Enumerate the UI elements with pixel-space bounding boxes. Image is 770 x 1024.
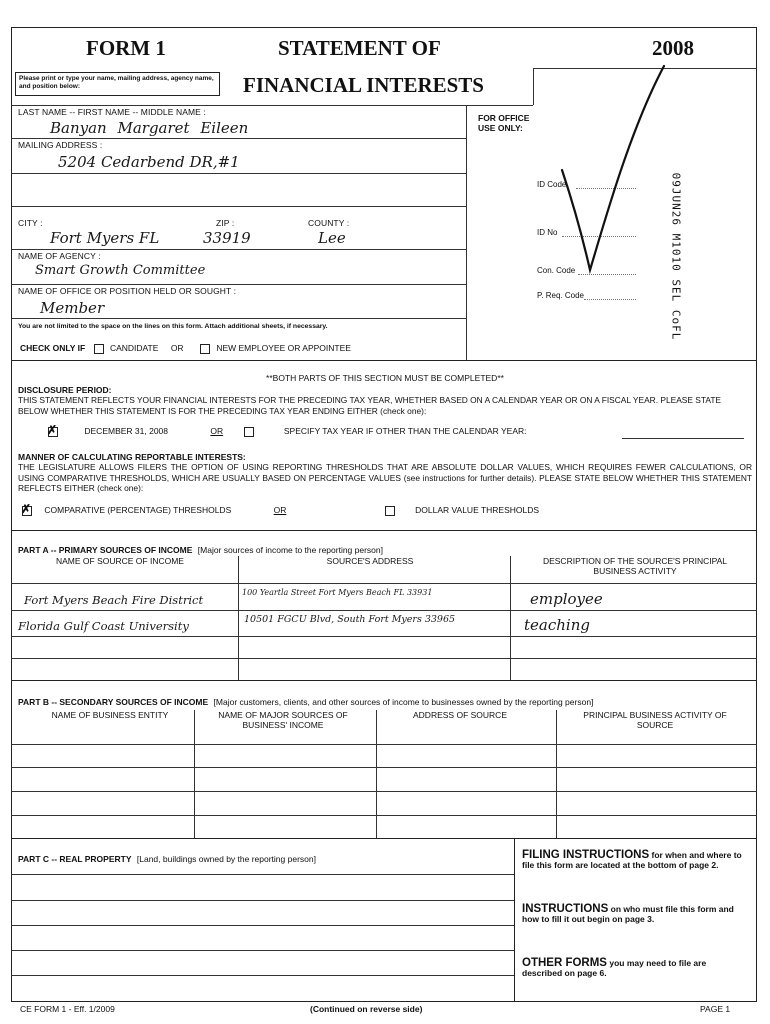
name-value[interactable]: Banyan Margaret Eileen	[50, 119, 249, 137]
con-code-label: Con. Code	[537, 266, 576, 275]
part-b-row-line-1	[11, 744, 757, 745]
part-b-heading: PART B -- SECONDARY SOURCES OF INCOME	[18, 697, 209, 707]
part-b-col-activity: PRINCIPAL BUSINESS ACTIVITY OF SOURCE	[583, 710, 727, 730]
dollar-checkbox[interactable]	[385, 506, 395, 516]
specify-checkbox[interactable]	[244, 427, 254, 437]
name-line	[11, 138, 466, 139]
part-a-heading-row	[18, 545, 383, 555]
print-note: Please print or type your name, mailing address, agency name, and position below:	[15, 72, 220, 96]
part-b-col-sources: NAME OF MAJOR SOURCES OF BUSINESS' INCOME	[218, 710, 348, 730]
mailing-value[interactable]: 5204 Cedarbend DR,#1	[58, 153, 240, 171]
part-b-col-address: ADDRESS OF SOURCE	[413, 710, 507, 720]
county-label: COUNTY :	[308, 218, 350, 228]
part-a-note: [Major sources of income to the reporting person]	[197, 545, 383, 555]
part-c-line-4	[11, 950, 514, 951]
id-block-right-edge	[466, 105, 467, 360]
form-title-line2: FINANCIAL INTERESTS	[243, 73, 484, 97]
dec31-row	[47, 422, 527, 437]
check-or: OR	[170, 343, 184, 353]
part-a-row2-address[interactable]: 10501 FGCU Blvd, South Fort Myers 33965	[244, 614, 456, 625]
specify-year-line	[622, 438, 744, 439]
zip-label: ZIP :	[216, 218, 235, 228]
specify-label: SPECIFY TAX YEAR IF OTHER THAN THE CALENDAR YEAR:	[283, 426, 527, 436]
part-b-col-divider-1	[194, 710, 195, 838]
part-b-note: [Major customers, clients, and other sources of income to businesses owned by the reporting person]	[213, 697, 594, 707]
thresholds-row	[21, 501, 540, 516]
footer-continued: (Continued on reverse side)	[310, 1004, 423, 1014]
form-number: FORM 1	[86, 36, 166, 60]
candidate-label: CANDIDATE	[109, 343, 159, 353]
part-c-line-3	[11, 925, 514, 926]
comparative-check-mark: ✗	[21, 501, 32, 516]
check-only-if	[20, 343, 351, 354]
period-text: THIS STATEMENT REFLECTS YOUR FINANCIAL INTERESTS FOR THE PRECEDING TAX YEAR, WHETHER BASED ON A CALENDAR YEAR OR ON A FISCAL YEAR. PLEASE STATE BELOW WHETHER THIS STATEMENT IS FOR THE PRECEDING TAX YEAR ENDING EITHER (check one):	[18, 395, 722, 416]
instructions-block	[522, 904, 748, 924]
part-a-row2-activity[interactable]: teaching	[524, 616, 590, 634]
part-b-heading-row	[18, 697, 593, 707]
space-note: You are not limited to the space on the lines on this form. Attach additional sheets, if necessary.	[18, 323, 328, 330]
mailing-label: MAILING ADDRESS :	[18, 140, 103, 150]
part-c-line-2	[11, 900, 514, 901]
part-c-instructions-divider	[514, 838, 515, 1002]
part-a-col-activity: DESCRIPTION OF THE SOURCE'S PRINCIPAL BUSINESS ACTIVITY	[542, 556, 728, 576]
manner-text: THE LEGISLATURE ALLOWS FILERS THE OPTION OF USING REPORTING THRESHOLDS THAT ARE ABSOLUTE DOLLAR VALUES, WHICH REQUIRES FEWER CALCULATIONS, OR USING COMPARATIVE THRESHOLDS, WHICH ARE USUALLY BASED ON PERCENTAGE VALUES (see instructions for further details). PLEASE STATE BELOW WHETHER THIS STATEMENT REFLECTS EITHER (check one):	[18, 462, 752, 493]
dec31-checkbox[interactable]	[47, 422, 58, 437]
dec31-check-mark: ✗	[47, 422, 58, 437]
p-req-code-label: P. Req. Code	[537, 291, 584, 300]
form-year: 2008	[652, 36, 694, 60]
name-label: LAST NAME -- FIRST NAME -- MIDDLE NAME :	[18, 107, 206, 117]
part-b-row-line-4	[11, 815, 757, 816]
part-c-heading-row	[18, 854, 316, 864]
city-line	[11, 249, 466, 250]
footer-form-id: CE FORM 1 - Eff. 1/2009	[20, 1004, 115, 1014]
header-notch	[533, 68, 534, 105]
footer-page: PAGE 1	[700, 1004, 731, 1014]
p-req-code-line	[584, 299, 636, 300]
part-a-col-name: NAME OF SOURCE OF INCOME	[56, 556, 184, 566]
part-a-row1-activity[interactable]: employee	[530, 590, 603, 608]
instructions-text: on who must file this form and how to fill it out begin on page 3.	[522, 904, 734, 924]
city-label: CITY :	[18, 218, 43, 228]
agency-value[interactable]: Smart Growth Committee	[35, 263, 206, 278]
part-a-col-divider-1	[238, 556, 239, 680]
part-a-row1-name[interactable]: Fort Myers Beach Fire District	[24, 593, 204, 607]
filing-text: for when and where to file this form are located at the bottom of page 2.	[522, 850, 742, 870]
part-a-top-rule	[11, 530, 757, 531]
office-line	[11, 318, 466, 319]
zip-value[interactable]: 33919	[203, 229, 251, 247]
disclosure-top-rule	[11, 360, 757, 361]
mailing-line-2	[11, 206, 466, 207]
part-a-col-divider-2	[510, 556, 511, 680]
id-no-label: ID No	[537, 228, 558, 237]
office-use-label: FOR OFFICE USE ONLY:	[478, 113, 530, 133]
part-b-col-divider-2	[376, 710, 377, 838]
part-a-row-line-4	[11, 658, 757, 659]
part-b-col-entity: NAME OF BUSINESS ENTITY	[51, 710, 169, 720]
office-label: NAME OF OFFICE OR POSITION HELD OR SOUGHT :	[18, 286, 237, 296]
dollar-label: DOLLAR VALUE THRESHOLDS	[415, 505, 540, 515]
instructions-title: INSTRUCTIONS	[522, 903, 609, 915]
other-forms-block	[522, 958, 748, 978]
thresholds-or: OR	[273, 505, 287, 515]
candidate-checkbox[interactable]	[94, 344, 104, 354]
header-divider-left	[11, 105, 533, 106]
mailing-line	[11, 173, 466, 174]
comparative-checkbox[interactable]	[21, 501, 32, 516]
check-only-if-label: CHECK ONLY IF	[20, 343, 86, 353]
other-forms-title: OTHER FORMS	[522, 957, 607, 969]
part-c-top-rule	[11, 838, 757, 839]
part-b-row-line-3	[11, 791, 757, 792]
part-a-row-line-1	[11, 583, 757, 584]
new-employee-checkbox[interactable]	[200, 344, 210, 354]
office-value[interactable]: Member	[40, 299, 105, 317]
period-or: OR	[210, 426, 224, 436]
part-c-line-1	[11, 874, 514, 875]
received-stamp: 09JUN26 M1010 SEL CoFL	[669, 172, 683, 341]
id-code-label: ID Code	[537, 180, 567, 189]
agency-line	[11, 284, 466, 285]
new-employee-label: NEW EMPLOYEE OR APPOINTEE	[216, 343, 351, 353]
city-value[interactable]: Fort Myers FL	[50, 229, 160, 247]
form-title-line1: STATEMENT OF	[278, 36, 441, 60]
part-a-heading: PART A -- PRIMARY SOURCES OF INCOME	[18, 545, 193, 555]
other-forms-text: you may need to file are described on page 6.	[522, 958, 707, 978]
part-a-col-address: SOURCE'S ADDRESS	[326, 556, 414, 566]
part-b-row-line-2	[11, 767, 757, 768]
part-a-row-line-2	[11, 610, 757, 611]
part-b-top-rule	[11, 680, 757, 681]
disclosure-banner: **BOTH PARTS OF THIS SECTION MUST BE COMPLETED**	[266, 373, 504, 383]
part-a-row-line-3	[11, 636, 757, 637]
part-b-col-divider-3	[556, 710, 557, 838]
part-c-line-5	[11, 975, 514, 976]
part-c-note: [Land, buildings owned by the reporting person]	[136, 854, 316, 864]
filing-title: FILING INSTRUCTIONS	[522, 849, 650, 861]
part-a-row2-name[interactable]: Florida Gulf Coast University	[18, 619, 189, 633]
filing-instructions	[522, 850, 748, 870]
part-c-heading: PART C -- REAL PROPERTY	[18, 854, 132, 864]
period-heading: DISCLOSURE PERIOD:	[18, 385, 112, 395]
agency-label: NAME OF AGENCY :	[18, 251, 101, 261]
office-checkmark	[560, 60, 670, 285]
comparative-label: COMPARATIVE (PERCENTAGE) THRESHOLDS	[44, 505, 232, 515]
county-value[interactable]: Lee	[318, 229, 346, 247]
part-a-row1-address[interactable]: 100 Yeartla Street Fort Myers Beach FL 33931	[242, 588, 433, 597]
manner-heading: MANNER OF CALCULATING REPORTABLE INTERESTS:	[18, 452, 246, 462]
dec31-label: DECEMBER 31, 2008	[84, 426, 168, 436]
